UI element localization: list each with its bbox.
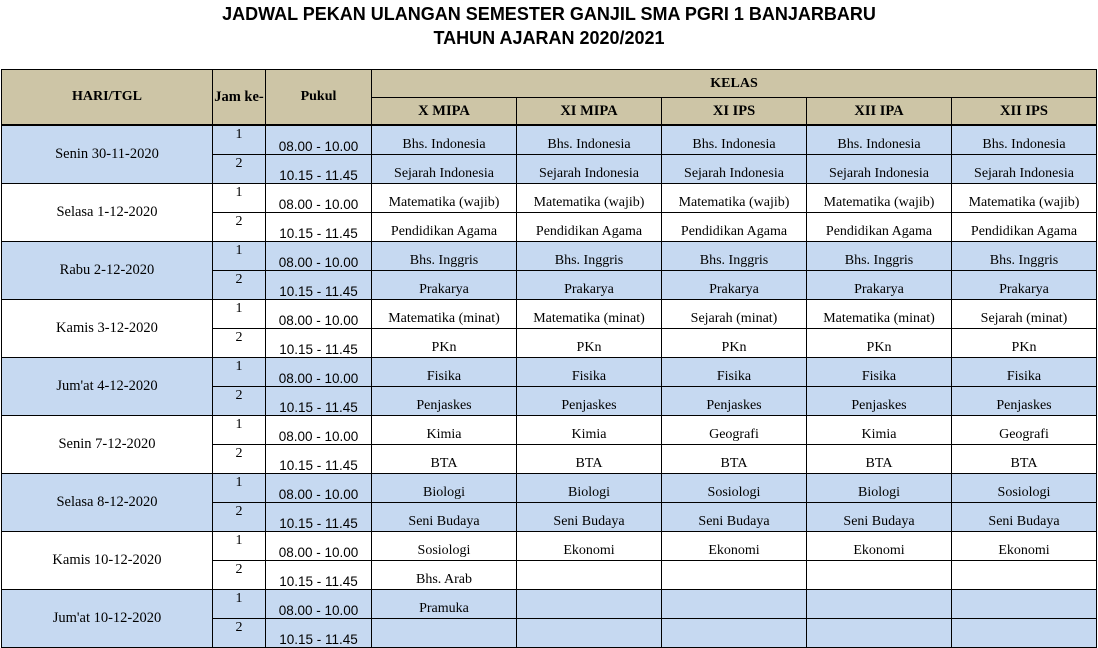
subject-cell: PKn: [807, 329, 952, 358]
subject-cell: [662, 561, 807, 590]
subject-cell: [662, 590, 807, 619]
table-row: [2, 184, 1097, 213]
subject-cell: Bhs. Indonesia: [662, 125, 807, 155]
time-cell: 10.15 - 11.45: [266, 619, 372, 648]
subject-cell: Bhs. Indonesia: [517, 125, 662, 155]
header-hari-tgl: HARI/TGL: [2, 70, 213, 126]
table-row: [2, 125, 1097, 155]
subject-cell: Sejarah Indonesia: [517, 155, 662, 184]
time-cell: 08.00 - 10.00: [266, 590, 372, 619]
subject-cell: Biologi: [372, 474, 517, 503]
subject-cell: Seni Budaya: [372, 503, 517, 532]
subject-cell: BTA: [952, 445, 1097, 474]
subject-cell: [517, 590, 662, 619]
day-cell: Kamis 3-12-2020: [2, 300, 213, 358]
subject-cell: Sosiologi: [662, 474, 807, 503]
jam-cell: 1: [213, 125, 266, 155]
subject-cell: [807, 561, 952, 590]
jam-cell: 2: [213, 503, 266, 532]
subject-cell: PKn: [372, 329, 517, 358]
subject-cell: Seni Budaya: [807, 503, 952, 532]
subject-cell: [952, 561, 1097, 590]
subject-cell: PKn: [952, 329, 1097, 358]
subject-cell: Biologi: [807, 474, 952, 503]
time-cell: 10.15 - 11.45: [266, 155, 372, 184]
table-row: [2, 532, 1097, 561]
subject-cell: Bhs. Indonesia: [952, 125, 1097, 155]
subject-cell: Bhs. Inggris: [952, 242, 1097, 271]
header-class: XII IPS: [952, 98, 1097, 126]
subject-cell: Ekonomi: [517, 532, 662, 561]
table-row: [2, 474, 1097, 503]
jam-cell: 1: [213, 242, 266, 271]
subject-cell: Penjaskes: [372, 387, 517, 416]
subject-cell: PKn: [517, 329, 662, 358]
header-class: XI MIPA: [517, 98, 662, 126]
subject-cell: Matematika (minat): [372, 300, 517, 329]
jam-cell: 1: [213, 590, 266, 619]
schedule-body: [2, 125, 1097, 648]
subject-cell: Bhs. Inggris: [662, 242, 807, 271]
table-row: [2, 358, 1097, 387]
jam-cell: 2: [213, 329, 266, 358]
subject-cell: [952, 619, 1097, 648]
document-subtitle: TAHUN AJARAN 2020/2021: [433, 28, 665, 48]
subject-cell: Fisika: [372, 358, 517, 387]
subject-cell: Penjaskes: [807, 387, 952, 416]
subject-cell: BTA: [372, 445, 517, 474]
jam-cell: 1: [213, 474, 266, 503]
subject-cell: Matematika (wajib): [807, 184, 952, 213]
subject-cell: [662, 619, 807, 648]
jam-cell: 2: [213, 561, 266, 590]
subject-cell: Fisika: [662, 358, 807, 387]
subject-cell: Ekonomi: [662, 532, 807, 561]
time-cell: 10.15 - 11.45: [266, 329, 372, 358]
day-cell: Senin 30-11-2020: [2, 125, 213, 184]
day-cell: Selasa 1-12-2020: [2, 184, 213, 242]
table-row: [2, 300, 1097, 329]
time-cell: 08.00 - 10.00: [266, 242, 372, 271]
header-kelas: KELAS: [372, 70, 1097, 98]
document-title: JADWAL PEKAN ULANGAN SEMESTER GANJIL SMA PGRI 1 BANJARBARU: [222, 4, 876, 24]
header-class: X MIPA: [372, 98, 517, 126]
jam-cell: 1: [213, 300, 266, 329]
subject-cell: Sosiologi: [952, 474, 1097, 503]
header-jam-ke: Jam ke-: [213, 70, 266, 126]
subject-cell: Prakarya: [807, 271, 952, 300]
subject-cell: Pendidikan Agama: [662, 213, 807, 242]
time-cell: 08.00 - 10.00: [266, 125, 372, 155]
subject-cell: Pendidikan Agama: [517, 213, 662, 242]
subject-cell: BTA: [517, 445, 662, 474]
jam-cell: 1: [213, 184, 266, 213]
header-class: XI IPS: [662, 98, 807, 126]
subject-cell: Seni Budaya: [662, 503, 807, 532]
jam-cell: 1: [213, 416, 266, 445]
time-cell: 10.15 - 11.45: [266, 503, 372, 532]
subject-cell: Geografi: [952, 416, 1097, 445]
time-cell: 10.15 - 11.45: [266, 213, 372, 242]
subject-cell: Sejarah Indonesia: [662, 155, 807, 184]
subject-cell: Sejarah (minat): [952, 300, 1097, 329]
day-cell: Selasa 8-12-2020: [2, 474, 213, 532]
subject-cell: Bhs. Indonesia: [372, 125, 517, 155]
subject-cell: [807, 590, 952, 619]
time-cell: 10.15 - 11.45: [266, 445, 372, 474]
subject-cell: Geografi: [662, 416, 807, 445]
subject-cell: Fisika: [952, 358, 1097, 387]
subject-cell: Pendidikan Agama: [952, 213, 1097, 242]
jam-cell: 1: [213, 532, 266, 561]
subject-cell: [517, 619, 662, 648]
subject-cell: Seni Budaya: [952, 503, 1097, 532]
subject-cell: Pramuka: [372, 590, 517, 619]
subject-cell: Matematika (wajib): [517, 184, 662, 213]
jam-cell: 2: [213, 445, 266, 474]
subject-cell: Prakarya: [662, 271, 807, 300]
exam-schedule-table: [1, 69, 1097, 648]
subject-cell: Matematika (wajib): [372, 184, 517, 213]
time-cell: 10.15 - 11.45: [266, 271, 372, 300]
jam-cell: 2: [213, 271, 266, 300]
subject-cell: Bhs. Inggris: [807, 242, 952, 271]
time-cell: 08.00 - 10.00: [266, 532, 372, 561]
subject-cell: PKn: [662, 329, 807, 358]
subject-cell: Seni Budaya: [517, 503, 662, 532]
subject-cell: BTA: [807, 445, 952, 474]
table-row: [2, 590, 1097, 619]
subject-cell: [952, 590, 1097, 619]
jam-cell: 2: [213, 387, 266, 416]
time-cell: 08.00 - 10.00: [266, 416, 372, 445]
day-cell: Kamis 10-12-2020: [2, 532, 213, 590]
day-cell: Senin 7-12-2020: [2, 416, 213, 474]
subject-cell: Sejarah Indonesia: [807, 155, 952, 184]
day-cell: Jum'at 10-12-2020: [2, 590, 213, 648]
time-cell: 10.15 - 11.45: [266, 387, 372, 416]
day-cell: Jum'at 4-12-2020: [2, 358, 213, 416]
subject-cell: Matematika (wajib): [952, 184, 1097, 213]
subject-cell: Ekonomi: [952, 532, 1097, 561]
subject-cell: Pendidikan Agama: [372, 213, 517, 242]
subject-cell: Kimia: [517, 416, 662, 445]
subject-cell: Sosiologi: [372, 532, 517, 561]
subject-cell: Matematika (wajib): [662, 184, 807, 213]
subject-cell: Pendidikan Agama: [807, 213, 952, 242]
time-cell: 08.00 - 10.00: [266, 184, 372, 213]
subject-cell: Fisika: [517, 358, 662, 387]
day-cell: Rabu 2-12-2020: [2, 242, 213, 300]
subject-cell: Prakarya: [952, 271, 1097, 300]
subject-cell: Bhs. Inggris: [517, 242, 662, 271]
subject-cell: Fisika: [807, 358, 952, 387]
table-row: [2, 242, 1097, 271]
subject-cell: [807, 619, 952, 648]
jam-cell: 2: [213, 619, 266, 648]
time-cell: 08.00 - 10.00: [266, 358, 372, 387]
subject-cell: Bhs. Indonesia: [807, 125, 952, 155]
subject-cell: Bhs. Inggris: [372, 242, 517, 271]
subject-cell: Penjaskes: [952, 387, 1097, 416]
jam-cell: 2: [213, 155, 266, 184]
subject-cell: Matematika (minat): [517, 300, 662, 329]
subject-cell: Biologi: [517, 474, 662, 503]
time-cell: 08.00 - 10.00: [266, 474, 372, 503]
subject-cell: Prakarya: [517, 271, 662, 300]
subject-cell: Kimia: [807, 416, 952, 445]
table-row: [2, 416, 1097, 445]
time-cell: 08.00 - 10.00: [266, 300, 372, 329]
subject-cell: [517, 561, 662, 590]
subject-cell: Bhs. Arab: [372, 561, 517, 590]
time-cell: 10.15 - 11.45: [266, 561, 372, 590]
subject-cell: [372, 619, 517, 648]
header-class: XII IPA: [807, 98, 952, 126]
subject-cell: Penjaskes: [517, 387, 662, 416]
subject-cell: Sejarah (minat): [662, 300, 807, 329]
subject-cell: Prakarya: [372, 271, 517, 300]
subject-cell: Ekonomi: [807, 532, 952, 561]
jam-cell: 1: [213, 358, 266, 387]
subject-cell: Penjaskes: [662, 387, 807, 416]
subject-cell: Sejarah Indonesia: [372, 155, 517, 184]
subject-cell: Sejarah Indonesia: [952, 155, 1097, 184]
jam-cell: 2: [213, 213, 266, 242]
subject-cell: Matematika (minat): [807, 300, 952, 329]
subject-cell: BTA: [662, 445, 807, 474]
header-pukul: Pukul: [266, 70, 372, 126]
subject-cell: Kimia: [372, 416, 517, 445]
